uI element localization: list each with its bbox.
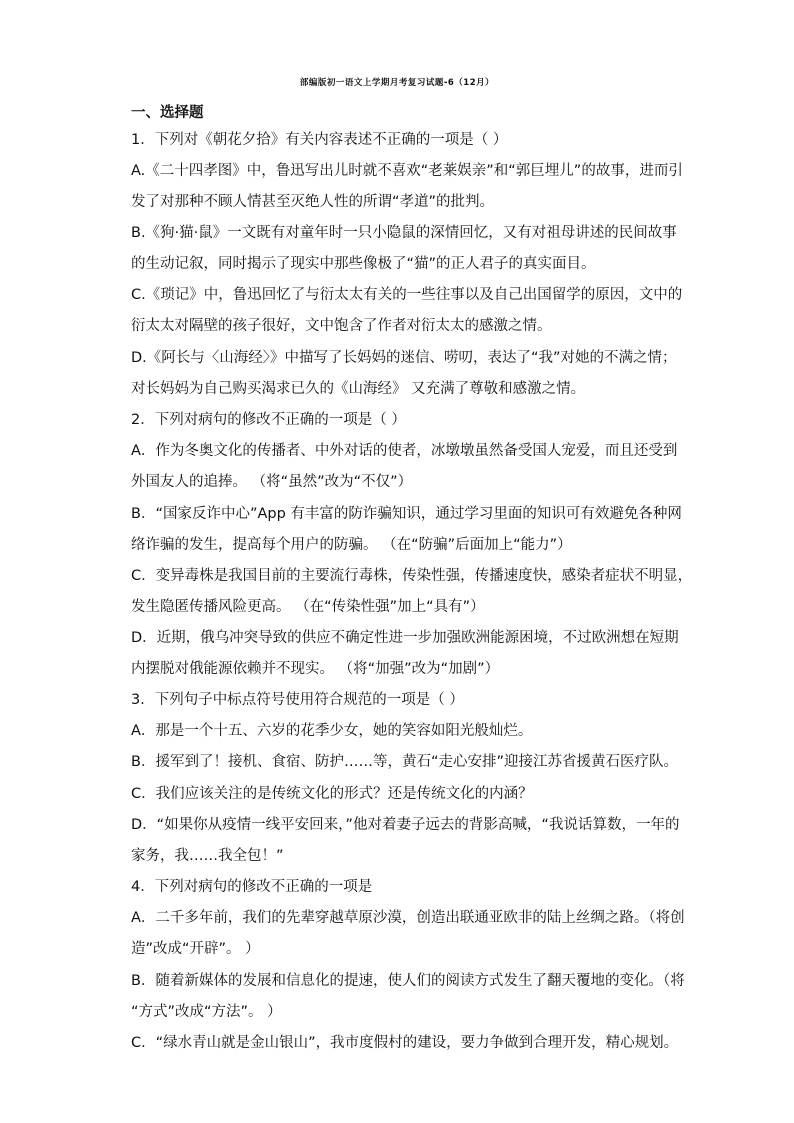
question-3-option-b: B．援军到了！接机、食宿、防护……等，黄石“走心安排”迎接江苏省援黄石医疗队。	[131, 754, 678, 770]
question-1-option-d-cont: 对长妈妈为自己购买渴求已久的《山海经》 又充满了尊敬和感激之情。	[131, 381, 586, 397]
question-3-option-d: D．“如果你从疫情一线平安回来，”他对着妻子远去的背影高喊，“我说话算数，一年的	[131, 817, 680, 833]
question-1-option-a-cont: 发了对那种不顾人情甚至灭绝人性的所谓“孝道”的批判。	[131, 194, 495, 210]
question-3-option-d-cont: 家务，我……我全包！”	[131, 848, 284, 864]
question-1-stem: 1．下列对《朝花夕拾》有关内容表述不正确的一项是（ ）	[131, 132, 508, 148]
question-3-option-a: A．那是一个十五、六岁的花季少女，她的笑容如阳光般灿烂。	[131, 723, 533, 739]
question-1-option-b-cont: 的生动记叙，同时揭示了现实中那些像极了“猫”的正人君子的真实面目。	[131, 256, 596, 272]
question-3-stem: 3．下列句子中标点符号使用符合规范的一项是（ ）	[131, 692, 464, 708]
question-2-stem: 2．下列对病句的修改不正确的一项是（ ）	[131, 412, 406, 428]
question-4-stem: 4．下列对病句的修改不正确的一项是	[131, 879, 373, 895]
question-2-option-d: D．近期，俄乌冲突导致的供应不确定性进一步加强欧洲能源困境，不过欧洲想在短期	[131, 630, 679, 646]
question-3-option-c: C．我们应该关注的是传统文化的形式？还是传统文化的内涵？	[131, 786, 533, 802]
question-2-option-b: B．“国家反诈中心”App 有丰富的防诈骗知识，通过学习里面的知识可有效避免各种网	[131, 506, 682, 522]
document-title: 部编版初一语文上学期月考复习试题-6（12月）	[299, 78, 495, 88]
question-4-option-b-cont: “方式”改成“方法”。 ）	[131, 1004, 282, 1020]
question-4-option-a: A．二千多年前，我们的先辈穿越草原沙漠，创造出联通亚欧非的陆上丝绸之路。（将创	[131, 910, 685, 926]
question-1-option-c: C.《琐记》中，鲁迅回忆了与衍太太有关的一些往事以及自己出国留学的原因，文中的	[131, 287, 683, 303]
question-2-option-a: A．作为冬奥文化的传播者、中外对话的使者，冰墩墩虽然备受国人宠爱，而且还受到	[131, 443, 678, 459]
question-4-option-b: B．随着新媒体的发展和信息化的提速，使人们的阅读方式发生了翻天覆地的变化。（将	[131, 973, 685, 989]
question-4-option-a-cont: 造”改成“开辟”。 ）	[131, 941, 260, 957]
question-1-option-b: B.《狗·猫·鼠》一文既有对童年时一只小隐鼠的深情回忆，又有对祖母讲述的民间故事	[131, 225, 677, 241]
question-1-option-c-cont: 衍太太对隔壁的孩子很好，文中饱含了作者对衍太太的感激之情。	[131, 318, 552, 334]
question-1-option-a: A.《二十四孝图》中，鲁迅写出儿时就不喜欢“老莱娱亲”和“郭巨埋儿”的故事，进而引	[131, 163, 683, 179]
question-2-option-c: C．变异毒株是我国目前的主要流行毒株，传染性强，传播速度快，感染者症状不明显，	[131, 568, 693, 584]
question-1-option-d: D.《阿长与〈山海经〉》中描写了长妈妈的迷信、唠叨，表达了“我”对她的不满之情；	[131, 350, 677, 366]
question-2-option-c-cont: 发生隐匿传播风险更高。 （在“传染性强”加上“具有”）	[131, 599, 485, 615]
question-2-option-b-cont: 络诈骗的发生，提高每个用户的防骗。 （在“防骗”后面加上“能力”）	[131, 537, 572, 553]
section-heading: 一、选择题	[131, 105, 204, 121]
question-4-option-c: C．“绿水青山就是金山银山”，我市度假村的建设，要力争做到合理开发，精心规划。	[131, 1035, 679, 1051]
question-2-option-d-cont: 内摆脱对俄能源依赖并不现实。 （将“加强”改为“加剧”）	[131, 661, 500, 677]
question-2-option-a-cont: 外国友人的追捧。 （将“虽然”改为“不仅”）	[131, 474, 413, 490]
